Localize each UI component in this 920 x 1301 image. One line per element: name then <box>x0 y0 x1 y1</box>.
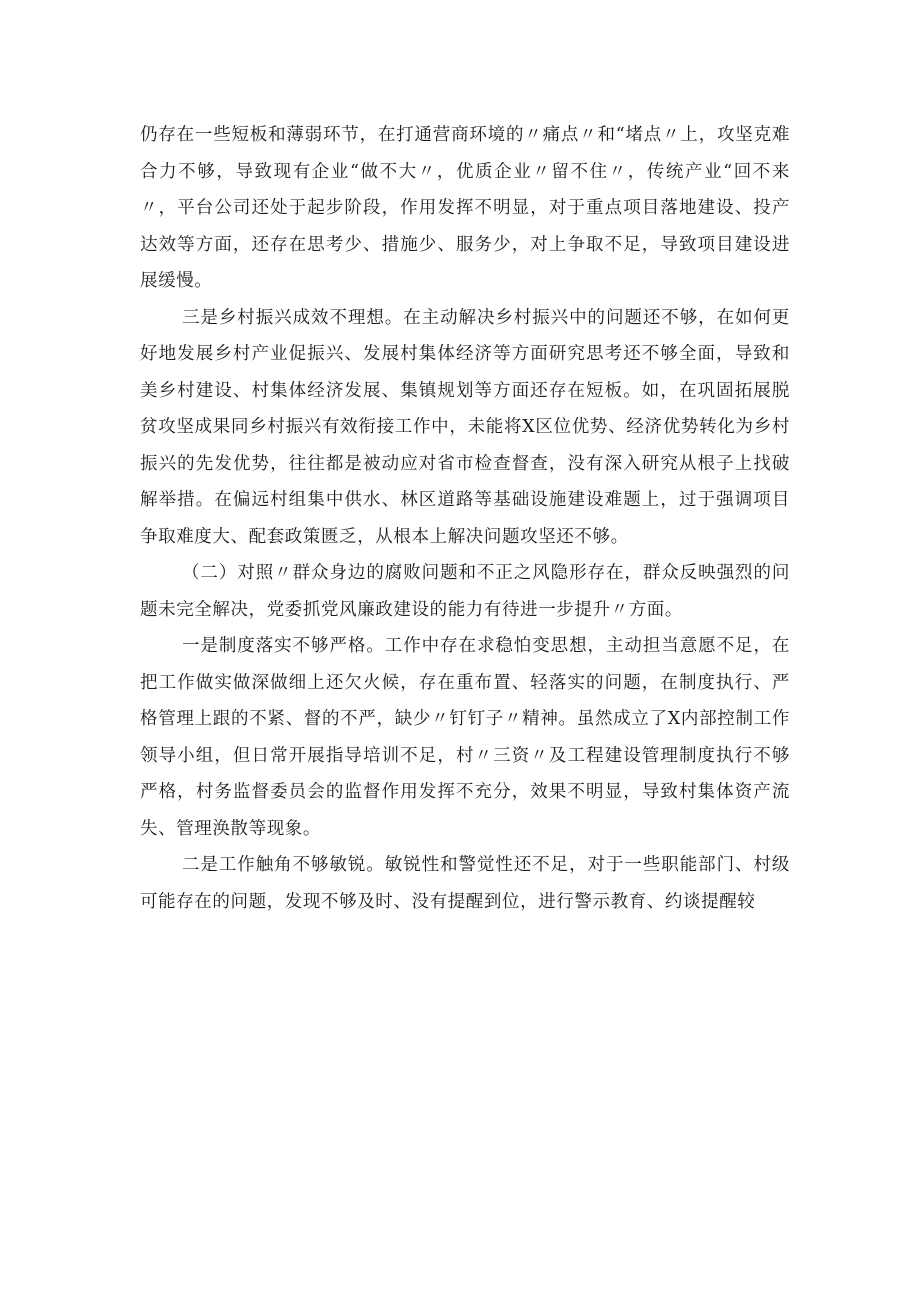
document-body <box>140 117 790 920</box>
paragraph-system-implementation: 一是制度落实不够严格。工作中存在求稳怕变思想，主动担当意愿不足，在把工作做实做深做细上还欠火候，存在重布置、轻落实的问题，在制度执行、严格管理上跟的不紧、督的不严，缺少〃钉钉子〃精神。虽然成立了X内部控制工作领导小组，但日常开展指导培训不足，村〃三资〃及工程建设管理制度执行不够严格，村务监督委员会的监督作用发挥不充分，效果不明显，导致村集体资产流失、管理涣散等现象。 <box>140 636 790 839</box>
paragraph-section-heading-two: （二）对照〃群众身边的腐败问题和不正之风隐形存在，群众反映强烈的问题未完全解决，党委抓党风廉政建设的能力有待进一步提升〃方面。 <box>140 563 790 620</box>
paragraph-work-sensitivity: 二是工作触角不够敏锐。敏锐性和警觉性还不足，对于一些职能部门、村级可能存在的问题，发现不够及时、没有提醒到位，进行警示教育、约谈提醒较 <box>140 855 790 912</box>
paragraph-rural-revitalization: 三是乡村振兴成效不理想。在主动解决乡村振兴中的问题还不够，在如何更好地发展乡村产业促振兴、发展村集体经济等方面研究思考还不够全面，导致和美乡村建设、村集体经济发展、集镇规划等方面还存在短板。如，在巩固拓展脱贫攻坚成果同乡村振兴有效衔接工作中，未能将X区位优势、经济优势转化为乡村振兴的先发优势，往往都是被动应对省市检查督查，没有深入研究从根子上找破解举措。在偏远村组集中供水、林区道路等基础设施建设难题上，过于强调项目争取难度大、配套政策匮乏，从根本上解决问题攻坚还不够。 <box>140 307 790 547</box>
paragraph-continued: 仍存在一些短板和薄弱环节，在打通营商环境的〃痛点〃和“堵点〃上，攻坚克难合力不够，导致现有企业“做不大〃，优质企业〃留不住〃，传统产业“回不来〃，平台公司还处于起步阶段，作用发挥不明显，对于重点项目落地建设、投产达效等方面，还存在思考少、措施少、服务少，对上争取不足，导致项目建设进展缓慢。 <box>140 125 790 291</box>
